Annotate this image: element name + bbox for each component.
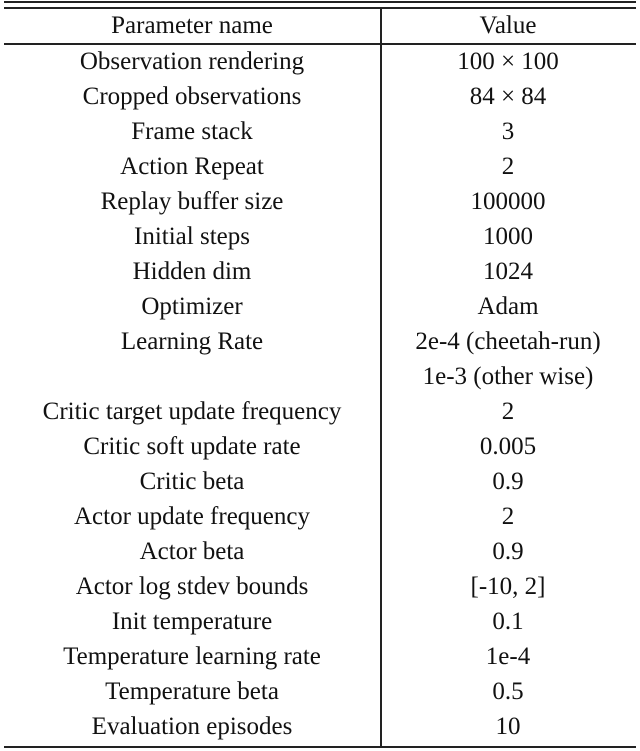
parameter-name-cell: Actor log stdev bounds bbox=[75, 572, 309, 600]
parameter-name-cell: Critic soft update rate bbox=[83, 432, 301, 460]
value-cell: [-10, 2] bbox=[470, 572, 546, 600]
table-row bbox=[4, 44, 636, 79]
table-row bbox=[4, 534, 636, 569]
value-cell: 100000 bbox=[470, 187, 546, 215]
table-row bbox=[4, 499, 636, 534]
parameter-name-cell: Observation rendering bbox=[79, 47, 305, 75]
parameter-name-cell: Frame stack bbox=[131, 117, 253, 145]
parameter-name-cell: Cropped observations bbox=[82, 82, 302, 110]
value-cell: 1e-4 bbox=[485, 642, 531, 670]
parameter-name-cell: Initial steps bbox=[134, 222, 250, 250]
table-row bbox=[4, 79, 636, 114]
value-cell: 2 bbox=[501, 502, 515, 530]
value-cell: 2 bbox=[501, 152, 515, 180]
value-cell: 0.9 bbox=[492, 537, 524, 565]
table-row bbox=[4, 674, 636, 709]
parameter-name-cell: Critic target update frequency bbox=[42, 397, 342, 425]
table-row bbox=[4, 709, 636, 744]
value-cell: 3 bbox=[501, 117, 515, 145]
value-cell: 10 bbox=[495, 712, 521, 740]
table-row bbox=[4, 429, 636, 464]
table-row bbox=[4, 149, 636, 184]
value-cell: 0.5 bbox=[492, 677, 524, 705]
table-row bbox=[4, 569, 636, 604]
value-cell: 1000 bbox=[483, 222, 533, 250]
table-row bbox=[4, 639, 636, 674]
top-rule-1 bbox=[4, 1, 636, 3]
parameter-name-cell: Optimizer bbox=[141, 292, 243, 320]
parameter-name-cell: Critic beta bbox=[139, 467, 245, 495]
parameter-name-cell: Learning Rate bbox=[120, 327, 264, 355]
value-cell: 1e-3 (other wise) bbox=[422, 362, 594, 390]
header-row bbox=[4, 8, 636, 43]
value-cell: 0.005 bbox=[479, 432, 537, 460]
table-row bbox=[4, 219, 636, 254]
value-cell: 1024 bbox=[483, 257, 533, 285]
parameter-name-cell: Action Repeat bbox=[120, 152, 264, 180]
header-parameter-name: Parameter name bbox=[111, 11, 273, 39]
parameter-name-cell: Temperature learning rate bbox=[63, 642, 321, 670]
parameter-name-cell: Actor update frequency bbox=[74, 502, 310, 530]
table-row bbox=[4, 324, 636, 359]
table-row bbox=[4, 359, 636, 394]
value-cell: 2e-4 (cheetah-run) bbox=[415, 327, 601, 355]
parameter-name-cell: Evaluation episodes bbox=[91, 712, 293, 740]
table-row bbox=[4, 604, 636, 639]
value-cell: Adam bbox=[477, 292, 539, 320]
parameter-name-cell: Hidden dim bbox=[132, 257, 252, 285]
table-row bbox=[4, 394, 636, 429]
value-cell: 0.9 bbox=[492, 467, 524, 495]
table-row bbox=[4, 254, 636, 289]
value-cell: 100 × 100 bbox=[457, 47, 559, 75]
bottom-rule bbox=[4, 746, 636, 748]
table-row bbox=[4, 464, 636, 499]
parameter-name-cell: Init temperature bbox=[111, 607, 273, 635]
table-row bbox=[4, 114, 636, 149]
value-cell: 2 bbox=[501, 397, 515, 425]
value-cell: 0.1 bbox=[492, 607, 524, 635]
value-cell: 84 × 84 bbox=[469, 82, 547, 110]
parameter-name-cell: Replay buffer size bbox=[100, 187, 284, 215]
parameter-name-cell: Temperature beta bbox=[105, 677, 279, 705]
header-value: Value bbox=[479, 11, 537, 39]
table-row bbox=[4, 184, 636, 219]
table-row bbox=[4, 289, 636, 324]
parameter-name-cell: Actor beta bbox=[139, 537, 245, 565]
